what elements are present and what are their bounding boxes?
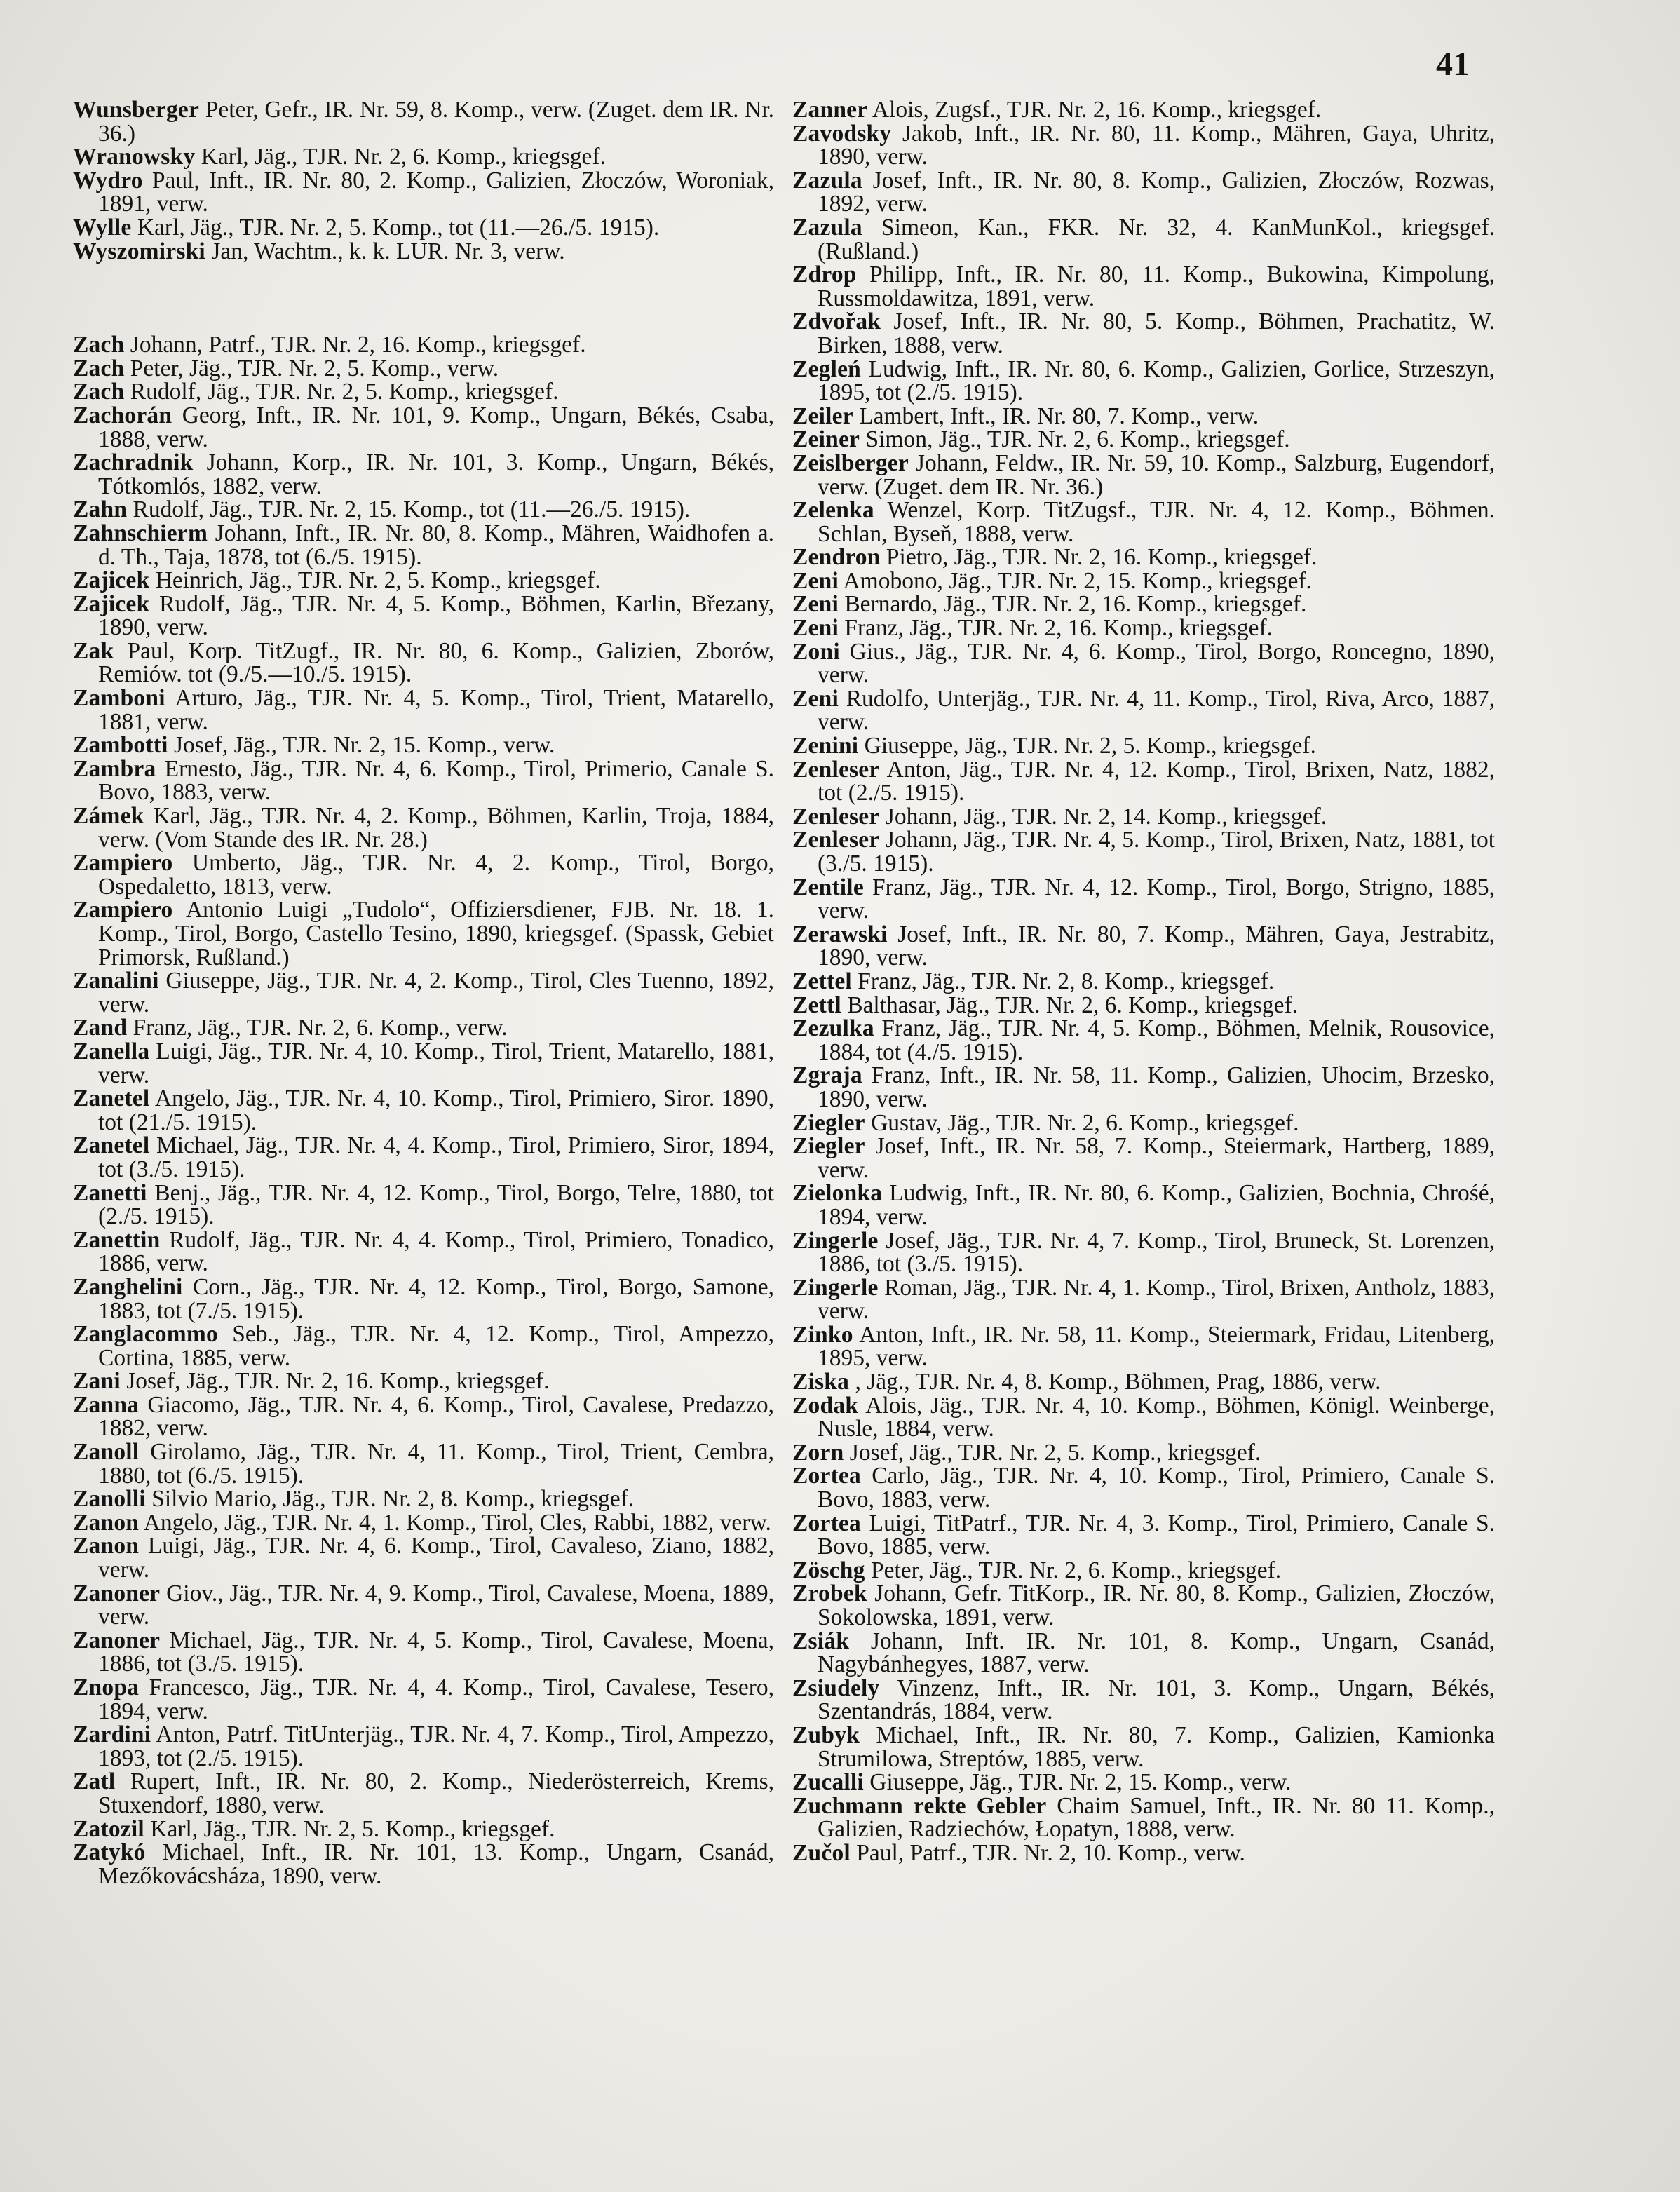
entry-surname: Zielonka <box>792 1180 883 1207</box>
entry-details: Johann, Gefr. TitKorp., IR. Nr. 80, 8. Komp., Galizien, Złoczów, Sokolowska, 1891, verw. <box>818 1581 1496 1630</box>
entry-details: Luigi, TitPatrf., TJR. Nr. 4, 3. Komp., Tirol, Primiero, Canale S. Bovo, 1885, verw. <box>818 1510 1495 1560</box>
entry-surname: Zodak <box>792 1392 859 1419</box>
entry-surname: Zajicek <box>73 590 150 617</box>
entry-details: Carlo, Jäg., TJR. Nr. 4, 10. Komp., Tirol, Primiero, Canale S. Bovo, 1883, verw. <box>818 1463 1495 1513</box>
entry-details: Gius., Jäg., TJR. Nr. 4, 6. Komp., Tirol, Borgo, Roncegno, 1890, verw. <box>818 638 1496 689</box>
list-entry <box>73 1534 774 1581</box>
list-entry <box>792 1794 1495 1841</box>
entry-surname: Zgraja <box>792 1062 862 1089</box>
entry-surname: Ziegler <box>792 1109 865 1136</box>
entry-surname: Zachorán <box>73 402 172 428</box>
entry-details: Johann, Patrf., TJR. Nr. 2, 16. Komp., kriegsgef. <box>130 332 586 358</box>
entry-surname: Zenleser <box>792 827 880 853</box>
entry-details: Rupert, Inft., IR. Nr. 80, 2. Komp., Niederösterreich, Krems, Stuxendorf, 1880, verw. <box>98 1768 774 1818</box>
entry-details: Peter, Gefr., IR. Nr. 59, 8. Komp., verw. (Zuget. dem IR. Nr. 36.) <box>98 97 775 147</box>
entry-details: Michael, Jäg., TJR. Nr. 4, 4. Komp., Tirol, Primiero, Siror, 1894, tot (3./5. 1915). <box>98 1132 775 1182</box>
list-entry <box>73 969 774 1016</box>
list-entry <box>73 240 774 264</box>
entry-details: Peter, Jäg., TJR. Nr. 2, 6. Komp., kriegsgef. <box>870 1557 1282 1583</box>
entry-details: Pietro, Jäg., TJR. Nr. 2, 16. Komp., kriegsgef. <box>886 544 1317 571</box>
list-entry <box>73 1369 774 1393</box>
entry-details: Franz, Inft., IR. Nr. 58, 11. Komp., Galizien, Uhocim, Brzesko, 1890, verw. <box>818 1062 1495 1112</box>
entry-details: Corn., Jäg., TJR. Nr. 4, 12. Komp., Tirol, Borgo, Samone, 1883, tot (7./5. 1915). <box>98 1273 775 1324</box>
list-entry <box>792 546 1495 569</box>
list-entry <box>792 1394 1495 1441</box>
entry-surname: Zuchmann rekte Gebler <box>792 1792 1047 1819</box>
entry-surname: Zanoll <box>73 1439 140 1466</box>
entry-surname: Zahnschierm <box>73 520 208 546</box>
list-entry <box>73 757 774 804</box>
list-entry <box>792 1182 1495 1229</box>
entry-details: Simon, Jäg., TJR. Nr. 2, 6. Komp., kriegsgef. <box>865 426 1290 453</box>
entry-surname: Zatl <box>73 1768 116 1795</box>
list-entry <box>73 1676 774 1723</box>
entry-surname: Zelenka <box>792 497 874 524</box>
list-entry <box>792 1017 1495 1064</box>
entry-surname: Zeni <box>792 591 839 618</box>
entry-details: Francesco, Jäg., TJR. Nr. 4, 4. Komp., Tirol, Cavalese, Tesero, 1894, verw. <box>98 1675 774 1724</box>
list-entry <box>73 357 774 381</box>
entry-details: Giuseppe, Jäg., TJR. Nr. 2, 15. Komp., verw. <box>869 1769 1292 1796</box>
list-entry <box>792 1111 1495 1135</box>
entry-details: Luigi, Jäg., TJR. Nr. 4, 6. Komp., Tirol, Cavaleso, Ziano, 1882, verw. <box>98 1533 775 1583</box>
entry-details: Simeon, Kan., FKR. Nr. 32, 4. KanMunKol., kriegsgef. (Rußland.) <box>818 214 1496 264</box>
list-entry <box>792 1582 1495 1629</box>
entry-details: Johann, Inft., IR. Nr. 80, 8. Komp., Mähren, Waidhofen a. d. Th., Taja, 1878, tot (6./5. 1915). <box>98 520 775 570</box>
list-entry <box>792 758 1495 805</box>
entry-details: Amobono, Jäg., TJR. Nr. 2, 15. Komp., kriegsgef. <box>843 567 1312 594</box>
entry-details: Franz, Jäg., TJR. Nr. 4, 12. Komp., Tirol, Borgo, Strigno, 1885, verw. <box>818 874 1496 924</box>
entry-surname: Zerawski <box>792 921 888 947</box>
entry-surname: Zamboni <box>73 685 165 712</box>
list-entry <box>73 1087 774 1134</box>
list-entry <box>73 898 774 969</box>
entry-surname: Zenini <box>792 733 859 759</box>
list-entry <box>792 734 1495 758</box>
list-entry <box>792 263 1495 310</box>
entry-details: Paul, Patrf., TJR. Nr. 2, 10. Komp., verw. <box>856 1839 1245 1866</box>
entry-surname: Zatozil <box>73 1815 144 1842</box>
entry-surname: Zeislberger <box>792 449 909 476</box>
entry-surname: Zachradnik <box>73 449 194 476</box>
list-entry <box>792 402 1495 429</box>
list-entry <box>73 1511 774 1535</box>
list-entry <box>73 1770 774 1817</box>
entry-surname: Wunsberger <box>73 97 200 123</box>
entry-details: Seb., Jäg., TJR. Nr. 4, 12. Komp., Tirol, Ampezzo, Cortina, 1885, verw. <box>98 1321 774 1371</box>
entry-details: Lambert, Inft., IR. Nr. 80, 7. Komp., verw. <box>859 402 1259 429</box>
list-entry <box>73 1440 774 1487</box>
list-entry <box>792 310 1495 357</box>
list-entry <box>792 499 1495 546</box>
entry-details: Philipp, Inft., IR. Nr. 80, 11. Komp., Bukowina, Kimpolung, Russmoldawitza, 1891, verw. <box>818 262 1496 311</box>
entry-details: Peter, Jäg., TJR. Nr. 2, 5. Komp., verw. <box>130 355 499 381</box>
entry-surname: Zorn <box>792 1439 844 1466</box>
list-entry <box>73 1016 774 1040</box>
entry-details: Angelo, Jäg., TJR. Nr. 4, 10. Komp., Tirol, Primiero, Siror. 1890, tot (21./5. 1915). <box>98 1085 774 1135</box>
list-entry <box>73 522 774 569</box>
section-gap <box>73 263 774 333</box>
list-entry <box>792 1677 1495 1724</box>
entry-details: Ernesto, Jäg., TJR. Nr. 4, 6. Komp., Tirol, Primerio, Canale S. Bovo, 1883, verw. <box>98 755 774 806</box>
entry-surname: Zeni <box>792 567 839 594</box>
entry-details: Michael, Jäg., TJR. Nr. 4, 5. Komp., Tirol, Cavalese, Moena, 1886, tot (3./5. 1915). <box>98 1627 775 1677</box>
entry-surname: Zani <box>73 1368 121 1395</box>
entry-surname: Zanalini <box>73 968 159 994</box>
list-entry <box>792 1370 1495 1394</box>
list-entry <box>73 1841 774 1888</box>
entry-details: Wenzel, Korp. TitZugsf., TJR. Nr. 4, 12. Komp., Böhmen. Schlan, Byseň, 1888, verw. <box>818 497 1495 547</box>
list-entry <box>792 169 1495 216</box>
entry-details: Michael, Inft., IR. Nr. 80, 7. Komp., Galizien, Kamionka Strumilowa, Streptów, 1885, verw. <box>818 1721 1495 1772</box>
entry-details: Alois, Jäg., TJR. Nr. 4, 10. Komp., Böhmen, Königl. Weinberge, Nusle, 1884, verw. <box>818 1392 1495 1442</box>
list-entry <box>792 994 1495 1017</box>
entry-surname: Zatykó <box>73 1839 146 1866</box>
list-entry <box>792 1135 1495 1182</box>
list-entry <box>73 1040 774 1087</box>
entry-surname: Zazula <box>792 167 862 194</box>
entry-details: Rudolf, Jäg., TJR. Nr. 2, 15. Komp., tot (11.—26./5. 1915). <box>133 496 691 523</box>
entry-details: Giov., Jäg., TJR. Nr. 4, 9. Komp., Tirol, Cavalese, Moena, 1889, verw. <box>98 1580 775 1630</box>
entry-surname: Zach <box>73 379 125 405</box>
list-entry <box>73 1273 775 1324</box>
entry-surname: Zavodsky <box>792 120 892 147</box>
entry-details: Karl, Jäg., TJR. Nr. 2, 5. Komp., tot (11.—26./5. 1915). <box>137 214 660 241</box>
entry-surname: Zortea <box>792 1463 861 1489</box>
entry-details: Giuseppe, Jäg., TJR. Nr. 4, 2. Komp., Tirol, Cles Tuenno, 1892, verw. <box>98 968 774 1017</box>
entry-details: Bernardo, Jäg., TJR. Nr. 2, 16. Komp., kriegsgef. <box>844 591 1307 618</box>
list-entry <box>792 569 1495 593</box>
entry-details: Anton, Inft., IR. Nr. 58, 11. Komp., Steiermark, Fridau, Litenberg, 1895, verw. <box>818 1321 1495 1372</box>
list-entry <box>792 616 1495 640</box>
entry-surname: Zeni <box>792 615 839 642</box>
list-entry <box>73 380 774 404</box>
list-entry <box>792 449 1495 500</box>
list-entry <box>73 1815 774 1842</box>
entry-surname: Ziska <box>792 1369 850 1395</box>
entry-details: Benj., Jäg., TJR. Nr. 4, 12. Komp., Tirol, Borgo, Telre, 1880, tot (2./5. 1915). <box>98 1179 774 1230</box>
list-entry <box>792 358 1495 405</box>
entry-details: Alois, Zugsf., TJR. Nr. 2, 16. Komp., kriegsgef. <box>872 97 1322 123</box>
entry-surname: Zazula <box>792 214 862 241</box>
list-entry <box>73 1322 774 1369</box>
entry-surname: Zubyk <box>792 1721 860 1748</box>
entry-surname: Zanolli <box>73 1486 146 1513</box>
list-entry <box>73 733 774 757</box>
entry-details: Anton, Jäg., TJR. Nr. 4, 12. Komp., Tirol, Brixen, Natz, 1882, tot (2./5. 1915). <box>818 756 1495 806</box>
entry-details: Rudolf, Jäg., TJR. Nr. 4, 4. Komp., Tirol, Primiero, Tonadico, 1886, verw. <box>98 1226 775 1277</box>
entry-surname: Ziegler <box>792 1133 865 1160</box>
entry-details: Antonio Luigi „Tudolo“, Offiziersdiener, FJB. Nr. 18. 1. Komp., Tirol, Borgo, Castello Tesino, 1890, kriegsgef. (Spassk, Gebiet Primorsk, Rußland.) <box>98 897 774 970</box>
list-entry <box>792 1276 1495 1323</box>
entry-details: Johann, Jäg., TJR. Nr. 2, 14. Komp., kriegsgef. <box>885 803 1327 830</box>
list-entry <box>792 923 1495 970</box>
entry-details: Franz, Jäg., TJR. Nr. 4, 5. Komp., Böhmen, Melnik, Rousovice, 1884, tot (4./5. 1915). <box>818 1015 1496 1065</box>
entry-surname: Zsiák <box>792 1628 850 1654</box>
entry-surname: Zampiero <box>73 850 173 877</box>
entry-details: Johann, Jäg., TJR. Nr. 4, 5. Komp., Tirol, Brixen, Natz, 1881, tot (3./5. 1915). <box>818 827 1496 877</box>
entry-details: Luigi, Jäg., TJR. Nr. 4, 10. Komp., Tirol, Trient, Matarello, 1881, verw. <box>98 1038 774 1088</box>
entry-surname: Zanghelini <box>73 1273 183 1300</box>
list-entry <box>792 805 1495 829</box>
entry-details: Ludwig, Inft., IR. Nr. 80, 6. Komp., Galizien, Bochnia, Chrośé, 1894, verw. <box>818 1180 1495 1230</box>
list-entry <box>792 122 1495 169</box>
entry-surname: Zingerle <box>792 1227 879 1254</box>
entry-surname: Zahn <box>73 496 128 523</box>
entry-details: Girolamo, Jäg., TJR. Nr. 4, 11. Komp., Tirol, Trient, Cembra, 1880, tot (6./5. 1915). <box>98 1439 775 1489</box>
entry-surname: Zardini <box>73 1721 151 1748</box>
list-entry <box>73 404 774 451</box>
list-entry <box>73 1134 774 1181</box>
entry-details: Paul, Inft., IR. Nr. 80, 2. Komp., Galizien, Złoczów, Woroniak, 1891, verw. <box>98 167 775 217</box>
entry-surname: Zach <box>73 355 125 381</box>
entry-details: Josef, Inft., IR. Nr. 58, 7. Komp., Steiermark, Hartberg, 1889, verw. <box>818 1133 1495 1183</box>
entry-surname: Zampiero <box>73 897 173 924</box>
list-entry <box>73 569 774 593</box>
entry-surname: Zanglacommo <box>73 1321 218 1348</box>
entry-details: Ludwig, Inft., IR. Nr. 80, 6. Komp., Galizien, Gorlice, Strzeszyn, 1895, tot (2./5. 1915). <box>818 356 1495 406</box>
list-entry <box>792 1771 1495 1794</box>
list-entry <box>792 1064 1495 1111</box>
entry-surname: Zambra <box>73 755 156 782</box>
entry-surname: Zeiler <box>792 402 853 429</box>
list-entry <box>73 1179 774 1230</box>
list-entry <box>73 686 774 733</box>
list-entry <box>73 145 774 169</box>
entry-surname: Zdvořak <box>792 309 881 335</box>
entry-surname: Zanetel <box>73 1132 150 1159</box>
entry-details: Franz, Jäg., TJR. Nr. 2, 6. Komp., verw. <box>133 1015 508 1041</box>
entry-details: Giacomo, Jäg., TJR. Nr. 4, 6. Komp., Tirol, Cavalese, Predazzo, 1882, verw. <box>98 1391 774 1442</box>
page-number: 41 <box>1436 46 1470 83</box>
list-entry <box>792 970 1495 994</box>
list-entry <box>73 98 774 145</box>
list-entry <box>792 1841 1495 1865</box>
entry-details: Josef, Jäg., TJR. Nr. 4, 7. Komp., Tirol, Bruneck, St. Lorenzen, 1886, tot (3./5. 1915). <box>818 1227 1495 1278</box>
entry-details: Heinrich, Jäg., TJR. Nr. 2, 5. Komp., kriegsgef. <box>155 567 601 594</box>
entry-surname: Zendron <box>792 544 881 571</box>
entry-details: Johann, Feldw., IR. Nr. 59, 10. Komp., Salzburg, Eugendorf, verw. (Zuget. dem IR. Nr. 36.) <box>818 449 1495 500</box>
list-entry <box>73 804 774 851</box>
entry-surname: Zenleser <box>792 756 880 783</box>
entry-details: Josef, Jäg., TJR. Nr. 2, 15. Komp., verw. <box>173 732 555 759</box>
entry-details: Angelo, Jäg., TJR. Nr. 4, 1. Komp., Tirol, Cles, Rabbi, 1882, verw. <box>143 1509 771 1536</box>
list-entry <box>73 216 774 240</box>
entry-surname: Zettel <box>792 968 852 994</box>
entry-surname: Zenleser <box>792 803 880 830</box>
entry-details: Karl, Jäg., TJR. Nr. 2, 6. Komp., kriegsgef. <box>201 144 606 170</box>
entry-details: Rudolf, Jäg., TJR. Nr. 4, 5. Komp., Böhmen, Karlin, Březany, 1890, verw. <box>98 590 774 641</box>
entry-surname: Zanetel <box>73 1085 150 1112</box>
list-entry <box>792 1721 1495 1772</box>
list-entry <box>73 1487 774 1511</box>
entry-details: Giuseppe, Jäg., TJR. Nr. 2, 5. Komp., kriegsgef. <box>864 733 1316 759</box>
entry-details: Johann, Inft. IR. Nr. 101, 8. Komp., Ungarn, Csanád, Nagybánhegyes, 1887, verw. <box>818 1628 1495 1678</box>
entry-details: Paul, Korp. TitZugf., IR. Nr. 80, 6. Komp., Galizien, Zborów, Remiów. tot (9./5.—10./5. 1915). <box>98 637 774 688</box>
entry-surname: Zegleń <box>792 356 861 382</box>
entry-surname: Zeiner <box>792 426 860 453</box>
entry-details: Vinzenz, Inft., IR. Nr. 101, 3. Komp., Ungarn, Békés, Szentandrás, 1884, verw. <box>818 1675 1495 1725</box>
entry-surname: Wyszomirski <box>73 238 205 264</box>
list-entry <box>792 98 1495 122</box>
list-entry <box>792 1323 1495 1370</box>
entry-surname: Zinko <box>792 1321 853 1348</box>
list-entry <box>792 640 1495 687</box>
entry-details: Georg, Inft., IR. Nr. 101, 9. Komp., Ungarn, Békés, Csaba, 1888, verw. <box>98 402 775 452</box>
entry-details: Josef, Jäg., TJR. Nr. 2, 5. Komp., kriegsgef. <box>849 1439 1261 1466</box>
entry-surname: Zettl <box>792 992 841 1018</box>
list-entry <box>73 590 774 641</box>
list-entry <box>792 1512 1495 1559</box>
entry-surname: Zucalli <box>792 1769 864 1796</box>
entry-surname: Zanoner <box>73 1627 161 1653</box>
entry-details: Johann, Korp., IR. Nr. 101, 3. Komp., Ungarn, Békés, Tótkomlós, 1882, verw. <box>98 449 775 499</box>
entry-details: Franz, Jäg., TJR. Nr. 2, 16. Komp., kriegsgef. <box>844 615 1273 642</box>
list-entry <box>73 451 774 498</box>
entry-surname: Zrobek <box>792 1581 867 1607</box>
list-entry <box>792 593 1495 616</box>
list-entry <box>792 1630 1495 1677</box>
list-entry <box>792 1464 1495 1511</box>
entry-surname: Zanon <box>73 1509 140 1536</box>
entry-surname: Zučol <box>792 1839 851 1866</box>
entry-details: Rudolfo, Unterjäg., TJR. Nr. 4, 11. Komp., Tirol, Riva, Arco, 1887, verw. <box>818 685 1495 736</box>
entry-surname: Zanna <box>73 1391 140 1418</box>
entry-surname: Zanetti <box>73 1179 147 1206</box>
entry-surname: Zach <box>73 332 125 358</box>
entry-surname: Zanettin <box>73 1226 161 1253</box>
list-entry <box>792 1559 1495 1583</box>
entry-details: , Jäg., TJR. Nr. 4, 8. Komp., Böhmen, Prag, 1886, verw. <box>855 1369 1381 1395</box>
list-entry <box>73 1629 774 1676</box>
entry-surname: Zentile <box>792 874 864 900</box>
entry-details: Franz, Jäg., TJR. Nr. 2, 8. Komp., kriegsgef. <box>858 968 1275 994</box>
entry-details: Arturo, Jäg., TJR. Nr. 4, 5. Komp., Tirol, Trient, Matarello, 1881, verw. <box>98 685 775 735</box>
list-entry <box>792 1441 1495 1465</box>
list-entry <box>792 1229 1495 1276</box>
entry-surname: Zanner <box>792 97 868 123</box>
list-entry <box>73 1582 774 1629</box>
entry-details: Silvio Mario, Jäg., TJR. Nr. 2, 8. Komp., kriegsgef. <box>151 1486 635 1513</box>
list-entry <box>792 828 1495 875</box>
entry-surname: Zdrop <box>792 262 857 288</box>
entry-surname: Zortea <box>792 1510 861 1536</box>
entry-surname: Zezulka <box>792 1015 874 1042</box>
entry-surname: Znopa <box>73 1675 140 1700</box>
entry-surname: Zöschg <box>792 1557 865 1583</box>
entry-surname: Wydro <box>73 167 143 194</box>
entry-surname: Zak <box>73 637 114 664</box>
entry-details: Karl, Jäg., TJR. Nr. 4, 2. Komp., Böhmen, Karlin, Troja, 1884, verw. (Vom Stande des IR. Nr. 28.) <box>98 803 774 853</box>
left-column <box>73 98 774 1888</box>
list-entry <box>73 1723 774 1770</box>
entry-surname: Zámek <box>73 803 144 830</box>
right-column <box>792 98 1495 1865</box>
entry-details: Karl, Jäg., TJR. Nr. 2, 5. Komp., kriegsgef. <box>150 1815 555 1842</box>
entry-details: Jan, Wachtm., k. k. LUR. Nr. 3, verw. <box>211 238 565 264</box>
list-entry <box>73 1393 774 1440</box>
entry-surname: Zand <box>73 1015 128 1041</box>
entry-surname: Zsiudely <box>792 1675 880 1701</box>
entry-surname: Zanella <box>73 1038 150 1064</box>
list-entry <box>792 216 1495 263</box>
entry-details: Gustav, Jäg., TJR. Nr. 2, 6. Komp., kriegsgef. <box>871 1109 1299 1136</box>
entry-details: Balthasar, Jäg., TJR. Nr. 2, 6. Komp., kriegsgef. <box>847 992 1299 1018</box>
entry-details: Roman, Jäg., TJR. Nr. 4, 1. Komp., Tirol, Brixen, Antholz, 1883, verw. <box>818 1274 1496 1325</box>
entry-details: Anton, Patrf. TitUnterjäg., TJR. Nr. 4, 7. Komp., Tirol, Ampezzo, 1893, tot (2./5. 1915). <box>98 1721 774 1771</box>
entry-surname: Zingerle <box>792 1274 879 1301</box>
entry-details: Umberto, Jäg., TJR. Nr. 4, 2. Komp., Tirol, Borgo, Ospedaletto, 1813, verw. <box>98 850 775 900</box>
entry-surname: Wylle <box>73 214 132 241</box>
entry-details: Michael, Inft., IR. Nr. 101, 13. Komp., Ungarn, Csanád, Mezőkovácsháza, 1890, verw. <box>98 1839 775 1889</box>
entry-surname: Zajicek <box>73 567 150 594</box>
list-entry <box>73 333 774 357</box>
list-entry <box>792 687 1495 734</box>
list-entry <box>792 876 1495 923</box>
entry-surname: Zambotti <box>73 732 168 759</box>
list-entry <box>792 428 1495 452</box>
list-entry <box>73 169 774 216</box>
list-entry <box>73 851 774 898</box>
entry-surname: Zoni <box>792 638 840 665</box>
entry-details: Josef, Inft., IR. Nr. 80, 7. Komp., Mähren, Gaya, Jestrabitz, 1890, verw. <box>818 921 1496 971</box>
list-entry <box>73 1226 775 1277</box>
entry-details: Josef, Inft., IR. Nr. 80, 8. Komp., Galizien, Złoczów, Rozwas, 1892, verw. <box>818 167 1495 217</box>
list-entry <box>73 498 774 522</box>
entry-surname: Zanoner <box>73 1580 161 1606</box>
entry-surname: Zanon <box>73 1533 140 1560</box>
entry-details: Chaim Samuel, Inft., IR. Nr. 80 11. Komp., Galizien, Radziechów, Łopatyn, 1888, verw. <box>818 1792 1496 1843</box>
entry-surname: Wranowsky <box>73 144 196 170</box>
entry-details: Jakob, Inft., IR. Nr. 80, 11. Komp., Mähren, Gaya, Uhritz, 1890, verw. <box>818 120 1496 170</box>
list-entry <box>73 637 774 688</box>
entry-surname: Zeni <box>792 685 839 712</box>
entry-details: Rudolf, Jäg., TJR. Nr. 2, 5. Komp., kriegsgef. <box>130 379 559 405</box>
entry-details: Josef, Inft., IR. Nr. 80, 5. Komp., Böhmen, Prachatitz, W. Birken, 1888, verw. <box>818 309 1495 358</box>
entry-details: Josef, Jäg., TJR. Nr. 2, 16. Komp., kriegsgef. <box>126 1368 550 1395</box>
